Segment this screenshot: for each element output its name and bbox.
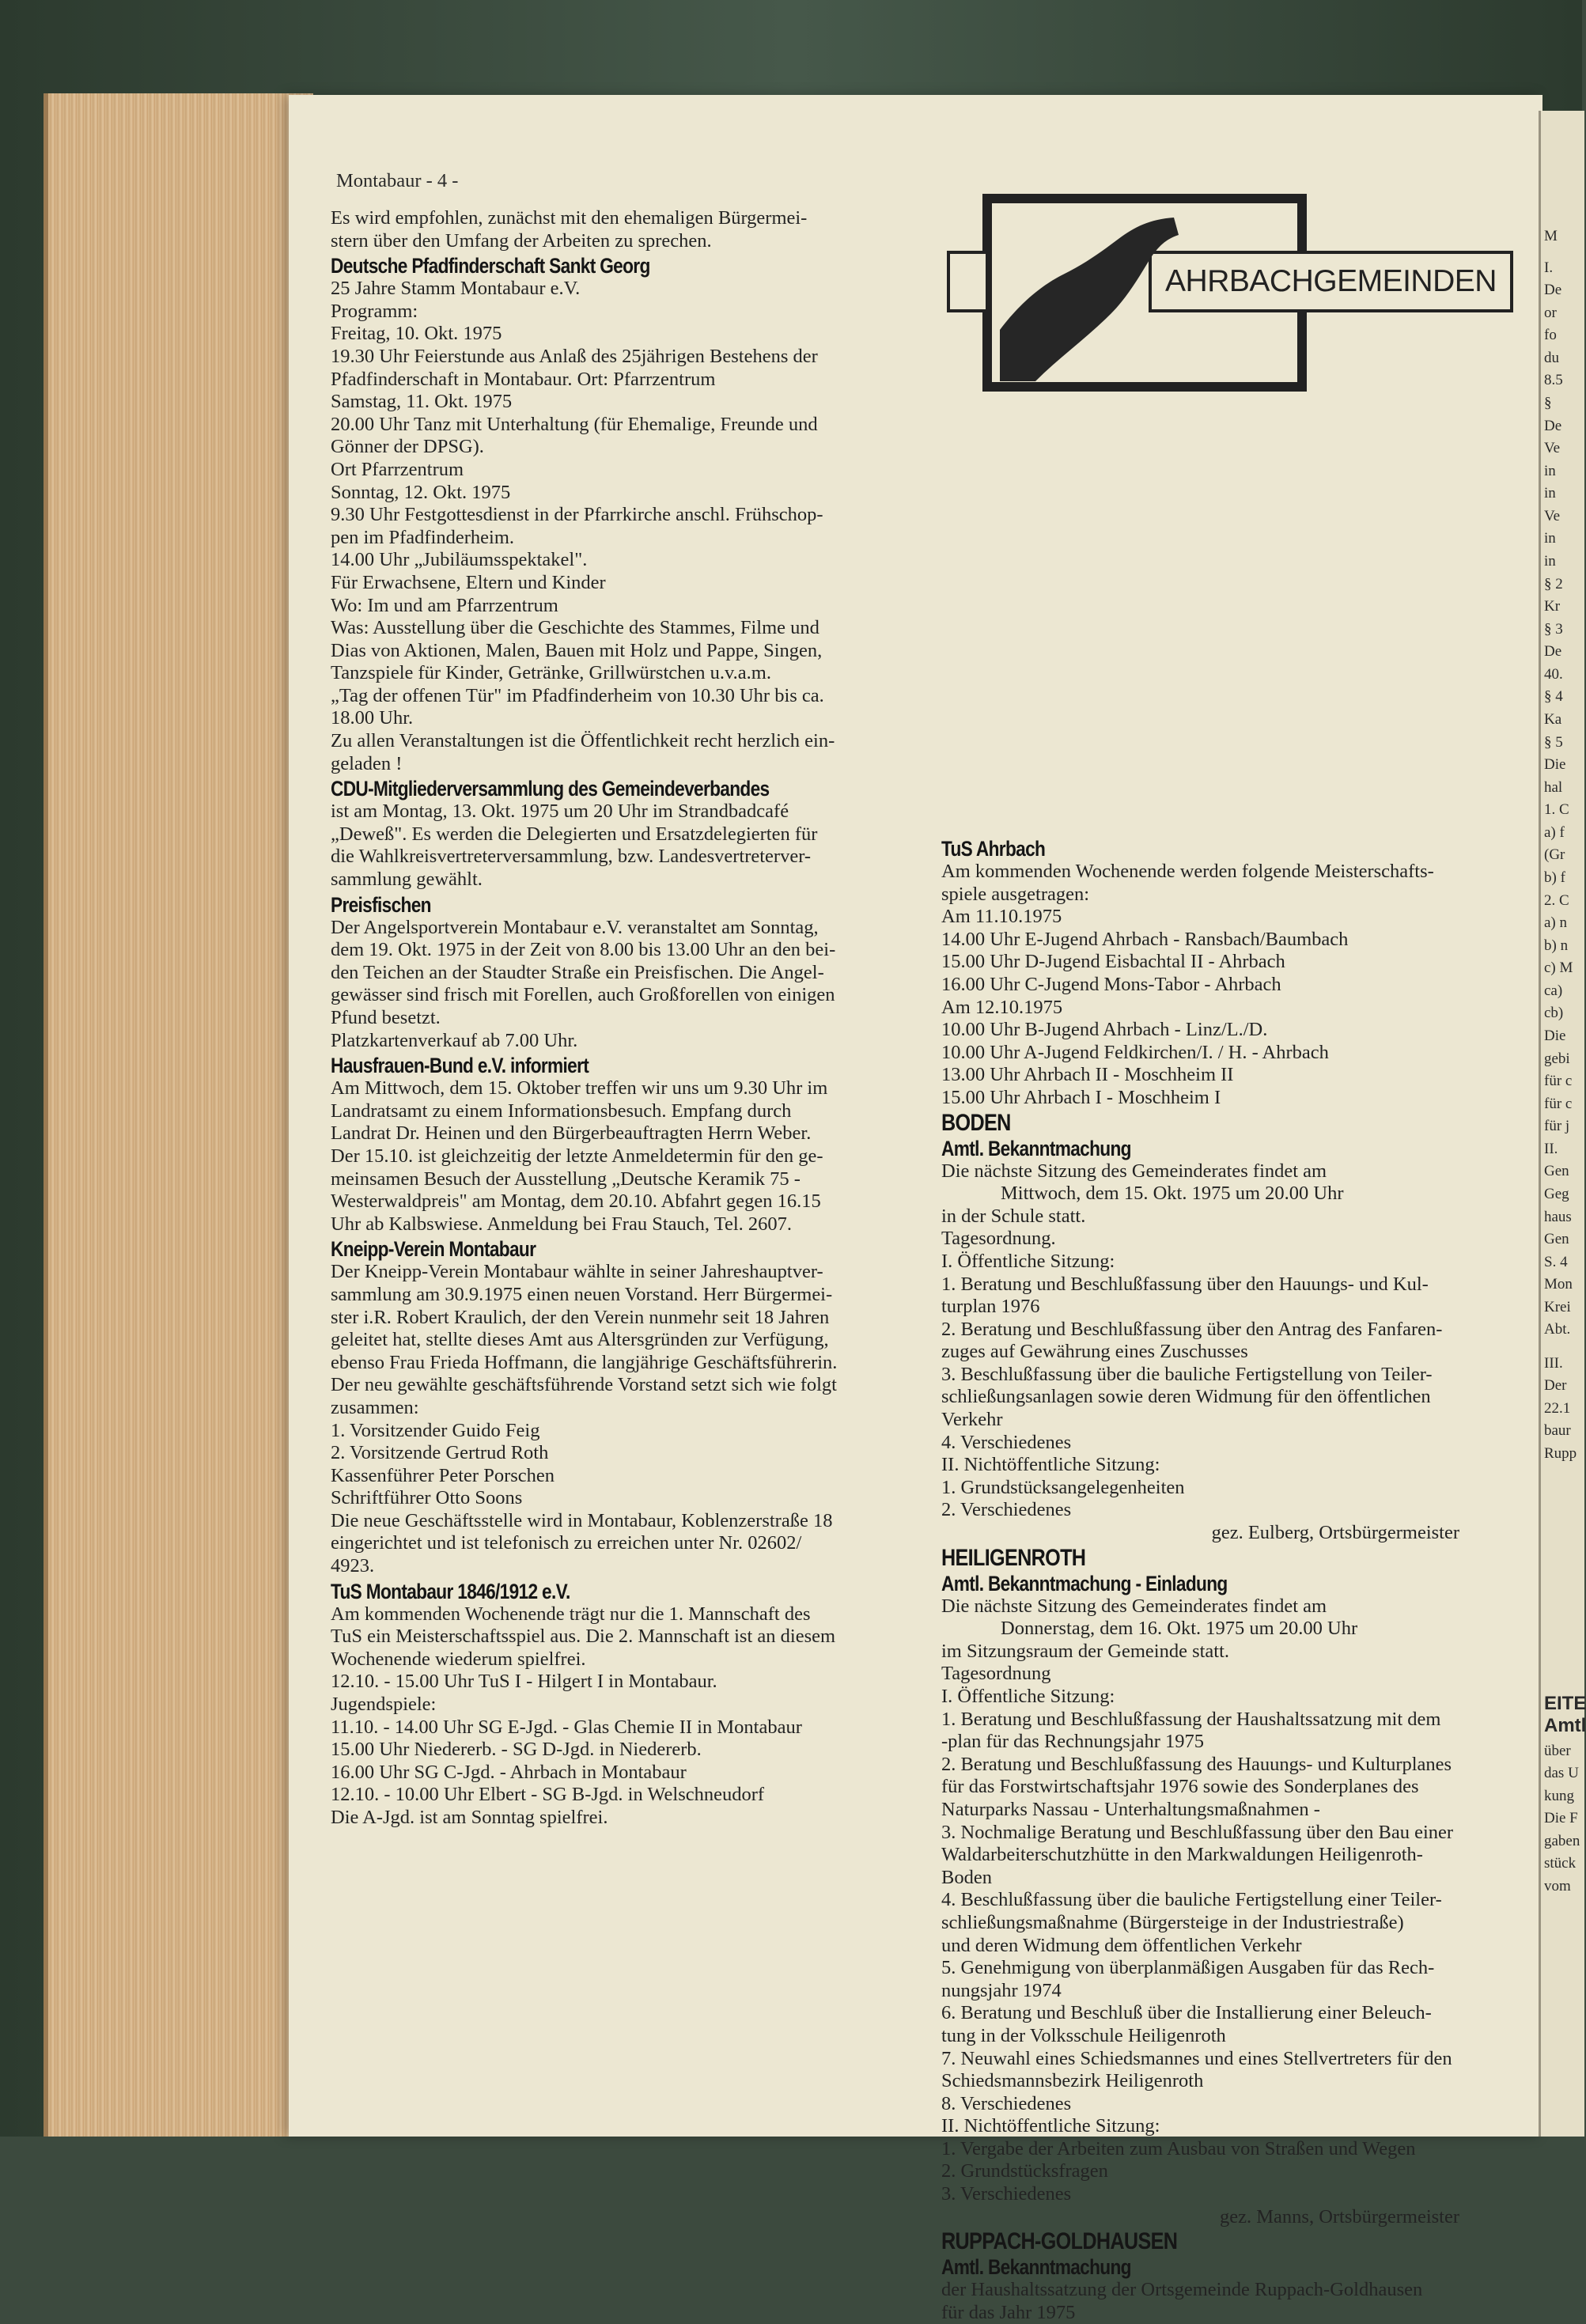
- text-line: spiele ausgetragen:: [941, 883, 1090, 905]
- text-line: Landrat Dr. Heinen und den Bürgerbeauftragten Herrn Weber.: [331, 1122, 812, 1145]
- adjacent-page-text-fragment: Abt.: [1544, 1321, 1571, 1338]
- section-heading: BODEN: [941, 1109, 1011, 1136]
- text-line: 16.00 Uhr C-Jugend Mons-Tabor - Ahrbach: [941, 973, 1281, 995]
- adjacent-page-text-fragment: b) n: [1544, 937, 1569, 954]
- text-line: 4. Beschlußfassung über die bauliche Fertigstellung einer Teiler-: [941, 1889, 1442, 1911]
- adjacent-page-text-fragment: § 5: [1544, 734, 1563, 751]
- book-page-edges: [44, 93, 313, 2137]
- adjacent-page-text-fragment: or: [1544, 305, 1557, 321]
- text-line: und deren Widmung dem öffentlichen Verkehr: [941, 1934, 1302, 1956]
- text-line: Gönner der DPSG).: [331, 436, 484, 458]
- text-line: 3. Nochmalige Beratung und Beschlußfassung über den Bau einer: [941, 1821, 1454, 1843]
- adjacent-page-text-fragment: EITE: [1544, 1693, 1586, 1714]
- text-line: Sonntag, 12. Okt. 1975: [331, 481, 511, 503]
- adjacent-page-text-fragment: Mon: [1544, 1276, 1573, 1293]
- text-line: stern über den Umfang der Arbeiten zu sprechen.: [331, 229, 712, 252]
- text-line: Schiedsmannsbezirk Heiligenroth: [941, 2070, 1204, 2092]
- adjacent-page-text-fragment: über: [1544, 1743, 1571, 1759]
- section-banner: [947, 194, 1507, 392]
- adjacent-page-text-fragment: Kr: [1544, 598, 1561, 615]
- text-line: ebenso Frau Frieda Hoffmann, die langjährige Geschäftsführerin.: [331, 1351, 838, 1373]
- adjacent-page-text-fragment: hal: [1544, 779, 1563, 796]
- text-line: 3. Verschiedenes: [941, 2183, 1072, 2205]
- banner-title: AHRBACHGEMEINDEN: [1149, 251, 1513, 312]
- adjacent-page-text-fragment: S. 4: [1544, 1254, 1568, 1270]
- text-line: Mittwoch, dem 15. Okt. 1975 um 20.00 Uhr: [1001, 1183, 1344, 1205]
- adjacent-page-text-fragment: Ve: [1544, 508, 1561, 524]
- text-line: tung in der Volksschule Heiligenroth: [941, 2024, 1226, 2046]
- text-line: im Sitzungsraum der Gemeinde statt.: [941, 1640, 1230, 1662]
- text-line: Ort Pfarrzentrum: [331, 458, 464, 480]
- text-line: für das Forstwirtschaftsjahr 1976 sowie des Sonderplanes des: [941, 1776, 1419, 1798]
- text-line: ist am Montag, 13. Okt. 1975 um 20 Uhr im Strandbadcafé: [331, 801, 789, 823]
- text-line: sammlung gewählt.: [331, 869, 483, 891]
- text-line: meinsamen Besuch der Ausstellung „Deutsche Keramik 75 -: [331, 1168, 801, 1190]
- text-line: Am 11.10.1975: [941, 906, 1062, 928]
- adjacent-page-text-fragment: Geg: [1544, 1186, 1569, 1202]
- text-line: Jugendspiele:: [331, 1694, 437, 1716]
- adjacent-page-text-fragment: vom: [1544, 1878, 1571, 1894]
- text-line: 1. Vergabe der Arbeiten zum Ausbau von Straßen und Wegen: [941, 2137, 1416, 2159]
- section-heading: Kneipp-Verein Montabaur: [331, 1237, 536, 1262]
- text-line: Für Erwachsene, Eltern und Kinder: [331, 571, 606, 593]
- text-line: dem 19. Okt. 1975 in der Zeit von 8.00 bis 13.00 Uhr an den bei-: [331, 939, 836, 961]
- adjacent-page-text-fragment: § 2: [1544, 576, 1563, 592]
- text-line: Pfund besetzt.: [331, 1007, 441, 1028]
- text-line: den Teichen an der Staudter Straße ein Preisfischen. Die Angel-: [331, 961, 824, 983]
- text-line: 4. Verschiedenes: [941, 1431, 1072, 1453]
- adjacent-page-text-fragment: § 3: [1544, 621, 1563, 638]
- text-line: 2. Beratung und Beschlußfassung über den Antrag des Fanfaren-: [941, 1318, 1443, 1340]
- text-line: 14.00 Uhr E-Jugend Ahrbach - Ransbach/Baumbach: [941, 928, 1349, 950]
- adjacent-page-text-fragment: Rupp: [1544, 1445, 1577, 1462]
- adjacent-page-text-fragment: M: [1544, 228, 1558, 244]
- text-line: I. Öffentliche Sitzung:: [941, 1250, 1115, 1272]
- text-line: Westerwaldpreis" am Montag, dem 20.10. Abfahrt gegen 16.15: [331, 1190, 821, 1213]
- text-line: 15.00 Uhr Ahrbach I - Moschheim I: [941, 1086, 1221, 1108]
- text-line: schließungsanlagen sowie deren Widmung für den öffentlichen: [941, 1386, 1431, 1408]
- adjacent-page-text-fragment: II.: [1544, 1141, 1558, 1157]
- adjacent-page-text-fragment: Amtl: [1544, 1715, 1586, 1736]
- adjacent-page-text-fragment: De: [1544, 418, 1562, 434]
- text-line: 5. Genehmigung von überplanmäßigen Ausgaben für das Rech-: [941, 1957, 1435, 1979]
- text-line: Die A-Jgd. ist am Sonntag spielfrei.: [331, 1807, 608, 1828]
- text-line: Zu allen Veranstaltungen ist die Öffentlichkeit recht herzlich ein-: [331, 730, 835, 752]
- text-line: II. Nichtöffentliche Sitzung:: [941, 2115, 1160, 2137]
- text-line: Der Kneipp-Verein Montabaur wählte in seiner Jahreshauptver-: [331, 1261, 823, 1283]
- adjacent-page-fragment: [1539, 111, 1584, 2137]
- text-line: 10.00 Uhr A-Jugend Feldkirchen/I. / H. - Ahrbach: [941, 1041, 1329, 1063]
- text-line: 9.30 Uhr Festgottesdienst in der Pfarrkirche anschl. Frühschop-: [331, 504, 823, 526]
- text-line: sammlung am 30.9.1975 einen neuen Vorstand. Herr Bürgermei-: [331, 1283, 833, 1305]
- text-line: gewässer sind frisch mit Forellen, auch Großforellen von einigen: [331, 984, 835, 1006]
- adjacent-page-text-fragment: kung: [1544, 1788, 1574, 1804]
- text-line: 3. Beschlußfassung über die bauliche Fertigstellung von Teiler-: [941, 1363, 1433, 1385]
- adjacent-page-text-fragment: § 4: [1544, 688, 1563, 705]
- adjacent-page-text-fragment: fo: [1544, 327, 1557, 343]
- text-line: 10.00 Uhr B-Jugend Ahrbach - Linz/L./D.: [941, 1019, 1268, 1041]
- text-line: Am Mittwoch, dem 15. Oktober treffen wir uns um 9.30 Uhr im: [331, 1077, 828, 1100]
- text-line: für das Jahr 1975: [941, 2301, 1076, 2323]
- section-heading: HEILIGENROTH: [941, 1544, 1086, 1571]
- text-line: 1. Beratung und Beschlußfassung über den Hauungs- und Kul-: [941, 1273, 1429, 1295]
- text-line: I. Öffentliche Sitzung:: [941, 1686, 1115, 1707]
- text-line: zuges auf Gewährung eines Zuschusses: [941, 1341, 1248, 1363]
- text-line: ster i.R. Robert Kraulich, der den Verein nunmehr seit 18 Jahren: [331, 1306, 830, 1328]
- text-line: 12.10. - 10.00 Uhr Elbert - SG B-Jgd. in Welschneudorf: [331, 1784, 765, 1806]
- adjacent-page-text-fragment: gebi: [1544, 1050, 1570, 1067]
- adjacent-page-text-fragment: du: [1544, 350, 1559, 366]
- text-line: 1. Vorsitzender Guido Feig: [331, 1419, 540, 1441]
- text-line: geladen !: [331, 752, 403, 774]
- adjacent-page-text-fragment: c) M: [1544, 960, 1573, 976]
- text-line: 14.00 Uhr „Jubiläumsspektakel".: [331, 549, 588, 571]
- adjacent-page-text-fragment: ca): [1544, 982, 1563, 999]
- text-line: Der neu gewählte geschäftsführende Vorstand setzt sich wie folgt: [331, 1374, 837, 1396]
- text-line: 2. Vorsitzende Gertrud Roth: [331, 1442, 549, 1464]
- text-line: Landratsamt zu einem Informationsbesuch. Empfang durch: [331, 1100, 792, 1122]
- text-line: Naturparks Nassau - Unterhaltungsmaßnahmen -: [941, 1798, 1320, 1820]
- adjacent-page-text-fragment: stück: [1544, 1855, 1577, 1872]
- text-line: Verkehr: [941, 1409, 1003, 1431]
- running-head: Montabaur - 4 -: [336, 170, 459, 191]
- text-line: 1. Beratung und Beschlußfassung der Haushaltssatzung mit dem: [941, 1708, 1441, 1730]
- text-line: Tagesordnung.: [941, 1228, 1056, 1250]
- text-line: Boden: [941, 1866, 992, 1888]
- text-line: 2. Beratung und Beschlußfassung des Hauungs- und Kulturplanes: [941, 1753, 1452, 1775]
- adjacent-page-text-fragment: I.: [1544, 259, 1554, 276]
- text-line: 2. Verschiedenes: [941, 1499, 1072, 1521]
- banner-left-tab: [947, 251, 986, 312]
- text-line: 16.00 Uhr SG C-Jgd. - Ahrbach in Montabaur: [331, 1761, 687, 1783]
- adjacent-page-text-fragment: haus: [1544, 1209, 1572, 1225]
- text-line: 13.00 Uhr Ahrbach II - Moschheim II: [941, 1064, 1234, 1086]
- signature-line: gez. Manns, Ortsbürgermeister: [1220, 2205, 1459, 2227]
- text-line: „Tag der offenen Tür" im Pfadfinderheim von 10.30 Uhr bis ca.: [331, 684, 824, 706]
- adjacent-page-text-fragment: b) f: [1544, 869, 1565, 886]
- adjacent-page-text-fragment: III.: [1544, 1355, 1563, 1372]
- text-line: II. Nichtöffentliche Sitzung:: [941, 1454, 1160, 1476]
- adjacent-page-text-fragment: De: [1544, 643, 1562, 660]
- text-line: 1. Grundstücksangelegenheiten: [941, 1476, 1185, 1498]
- section-heading: TuS Ahrbach: [941, 837, 1046, 861]
- adjacent-page-text-fragment: für c: [1544, 1096, 1573, 1112]
- text-line: 25 Jahre Stamm Montabaur e.V.: [331, 278, 581, 300]
- adjacent-page-text-fragment: Die: [1544, 1028, 1566, 1044]
- text-line: Freitag, 10. Okt. 1975: [331, 323, 502, 345]
- section-heading: Preisfischen: [331, 892, 431, 917]
- text-line: Am kommenden Wochenende trägt nur die 1. Mannschaft des: [331, 1603, 811, 1625]
- text-line: in der Schule statt.: [941, 1205, 1086, 1227]
- adjacent-page-text-fragment: gaben: [1544, 1833, 1580, 1849]
- text-line: Die neue Geschäftsstelle wird in Montabaur, Koblenzerstraße 18: [331, 1509, 833, 1531]
- adjacent-page-text-fragment: Ve: [1544, 440, 1561, 456]
- adjacent-page-text-fragment: 8.5: [1544, 372, 1563, 388]
- adjacent-page-text-fragment: De: [1544, 282, 1562, 298]
- text-line: eingerichtet und ist telefonisch zu erreichen unter Nr. 02602/: [331, 1532, 802, 1554]
- adjacent-page-text-fragment: Krei: [1544, 1299, 1571, 1315]
- text-line: turplan 1976: [941, 1296, 1040, 1318]
- text-line: Wo: Im und am Pfarrzentrum: [331, 594, 558, 616]
- text-line: 15.00 Uhr D-Jugend Eisbachtal II - Ahrbach: [941, 951, 1285, 973]
- text-line: 20.00 Uhr Tanz mit Unterhaltung (für Ehemalige, Freunde und: [331, 413, 818, 435]
- adjacent-page-text-fragment: a) f: [1544, 824, 1565, 841]
- text-line: 11.10. - 14.00 Uhr SG E-Jgd. - Glas Chemie II in Montabaur: [331, 1716, 802, 1738]
- text-line: Pfadfinderschaft in Montabaur. Ort: Pfarrzentrum: [331, 368, 716, 390]
- section-heading: Amtl. Bekanntmachung: [941, 2255, 1131, 2280]
- text-line: 12.10. - 15.00 Uhr TuS I - Hilgert I in Montabaur.: [331, 1671, 717, 1693]
- section-heading: RUPPACH-GOLDHAUSEN: [941, 2228, 1178, 2255]
- text-line: Die nächste Sitzung des Gemeinderates findet am: [941, 1595, 1327, 1617]
- text-line: Wochenende wiederum spielfrei.: [331, 1648, 586, 1670]
- adjacent-page-text-fragment: (Gr: [1544, 846, 1565, 863]
- adjacent-page-text-fragment: Ka: [1544, 711, 1562, 728]
- text-line: Dias von Aktionen, Malen, Bauen mit Holz und Pappe, Singen,: [331, 639, 823, 661]
- text-line: 4923.: [331, 1555, 375, 1577]
- text-line: Am 12.10.1975: [941, 996, 1063, 1018]
- text-line: „Deweß". Es werden die Delegierten und Ersatzdelegierten für: [331, 823, 818, 845]
- text-line: 2. Grundstücksfragen: [941, 2160, 1108, 2182]
- adjacent-page-text-fragment: in: [1544, 553, 1556, 570]
- text-line: 19.30 Uhr Feierstunde aus Anlaß des 25jährigen Bestehens der: [331, 345, 818, 367]
- adjacent-page-text-fragment: für j: [1544, 1118, 1570, 1134]
- text-line: Der 15.10. ist gleichzeitig der letzte Anmeldetermin für den ge-: [331, 1145, 823, 1167]
- text-line: die Wahlkreisvertreterversammlung, bzw. Landesvertreterver-: [331, 846, 812, 868]
- adjacent-page-text-fragment: Gen: [1544, 1163, 1569, 1179]
- text-line: Waldarbeiterschutzhütte in den Markwaldungen Heiligenroth-: [941, 1844, 1423, 1866]
- text-line: Kassenführer Peter Porschen: [331, 1464, 555, 1486]
- text-line: geleitet hat, stellte dieses Amt aus Altersgründen zur Verfügung,: [331, 1329, 829, 1351]
- text-line: Die nächste Sitzung des Gemeinderates findet am: [941, 1160, 1327, 1182]
- adjacent-page-text-fragment: 40.: [1544, 666, 1563, 683]
- text-line: 6. Beratung und Beschluß über die Installierung einer Beleuch-: [941, 2002, 1432, 2024]
- text-line: Schriftführer Otto Soons: [331, 1487, 523, 1509]
- text-line: TuS ein Meisterschaftsspiel aus. Die 2. Mannschaft ist an diesem: [331, 1626, 836, 1648]
- text-line: Programm:: [331, 300, 418, 322]
- text-line: 7. Neuwahl eines Schiedsmannes und eines Stellvertreters für den: [941, 2047, 1452, 2069]
- text-line: der Haushaltssatzung der Ortsgemeinde Ruppach-Goldhausen: [941, 2279, 1423, 2301]
- left-column: [331, 207, 940, 1830]
- section-heading: Hausfrauen-Bund e.V. informiert: [331, 1054, 589, 1078]
- right-column: [941, 835, 1515, 2324]
- adjacent-page-text-fragment: baur: [1544, 1422, 1571, 1439]
- text-line: 8. Verschiedenes: [941, 2092, 1072, 2114]
- signature-line: gez. Eulberg, Ortsbürgermeister: [1211, 1522, 1459, 1544]
- text-line: Donnerstag, dem 16. Okt. 1975 um 20.00 Uhr: [1001, 1618, 1358, 1640]
- text-line: Am kommenden Wochenende werden folgende Meisterschafts-: [941, 861, 1434, 882]
- text-line: schließungsmaßnahme (Bürgersteige in der Industriestraße): [941, 1911, 1404, 1933]
- text-line: 15.00 Uhr Niedererb. - SG D-Jgd. in Niedererb.: [331, 1739, 702, 1761]
- text-line: Samstag, 11. Okt. 1975: [331, 391, 513, 413]
- adjacent-page-text-fragment: 22.1: [1544, 1400, 1571, 1417]
- section-heading: Amtl. Bekanntmachung: [941, 1136, 1131, 1160]
- adjacent-page-text-fragment: Die: [1544, 756, 1566, 773]
- section-heading: CDU-Mitgliederversammlung des Gemeindeverbandes: [331, 777, 770, 801]
- adjacent-page-text-fragment: cb): [1544, 1005, 1564, 1021]
- section-heading: Amtl. Bekanntmachung - Einladung: [941, 1571, 1228, 1595]
- text-line: Tagesordnung: [941, 1663, 1051, 1685]
- adjacent-page-text-fragment: Die F: [1544, 1810, 1578, 1826]
- text-line: Es wird empfohlen, zunächst mit den ehemaligen Bürgermei-: [331, 207, 808, 229]
- section-heading: Deutsche Pfadfinderschaft Sankt Georg: [331, 254, 650, 278]
- section-heading: TuS Montabaur 1846/1912 e.V.: [331, 1579, 570, 1603]
- adjacent-page-text-fragment: 1. C: [1544, 801, 1569, 818]
- adjacent-page-text-fragment: §: [1544, 395, 1552, 411]
- text-line: nungsjahr 1974: [941, 1979, 1062, 2001]
- river-map-icon: [992, 203, 1186, 385]
- adjacent-page-text-fragment: das U: [1544, 1765, 1579, 1781]
- text-line: pen im Pfadfinderheim.: [331, 526, 515, 548]
- adjacent-page-text-fragment: für c: [1544, 1073, 1573, 1089]
- adjacent-page-text-fragment: a) n: [1544, 914, 1568, 931]
- adjacent-page-text-fragment: Der: [1544, 1377, 1567, 1394]
- adjacent-page-text-fragment: Gen: [1544, 1231, 1569, 1247]
- adjacent-page-text-fragment: in: [1544, 463, 1556, 479]
- text-line: Uhr ab Kalbswiese. Anmeldung bei Frau Stauch, Tel. 2607.: [331, 1213, 793, 1235]
- adjacent-page-text-fragment: in: [1544, 485, 1556, 502]
- text-line: zusammen:: [331, 1396, 419, 1418]
- text-line: 18.00 Uhr.: [331, 707, 414, 729]
- text-line: Platzkartenverkauf ab 7.00 Uhr.: [331, 1029, 578, 1051]
- text-line: Tanzspiele für Kinder, Getränke, Grillwürstchen u.v.a.m.: [331, 662, 771, 684]
- adjacent-page-text-fragment: 2. C: [1544, 892, 1569, 909]
- adjacent-page-text-fragment: in: [1544, 530, 1556, 547]
- text-line: -plan für das Rechnungsjahr 1975: [941, 1731, 1205, 1753]
- text-line: Der Angelsportverein Montabaur e.V. veranstaltet am Sonntag,: [331, 916, 819, 938]
- text-line: Was: Ausstellung über die Geschichte des Stammes, Filme und: [331, 617, 819, 639]
